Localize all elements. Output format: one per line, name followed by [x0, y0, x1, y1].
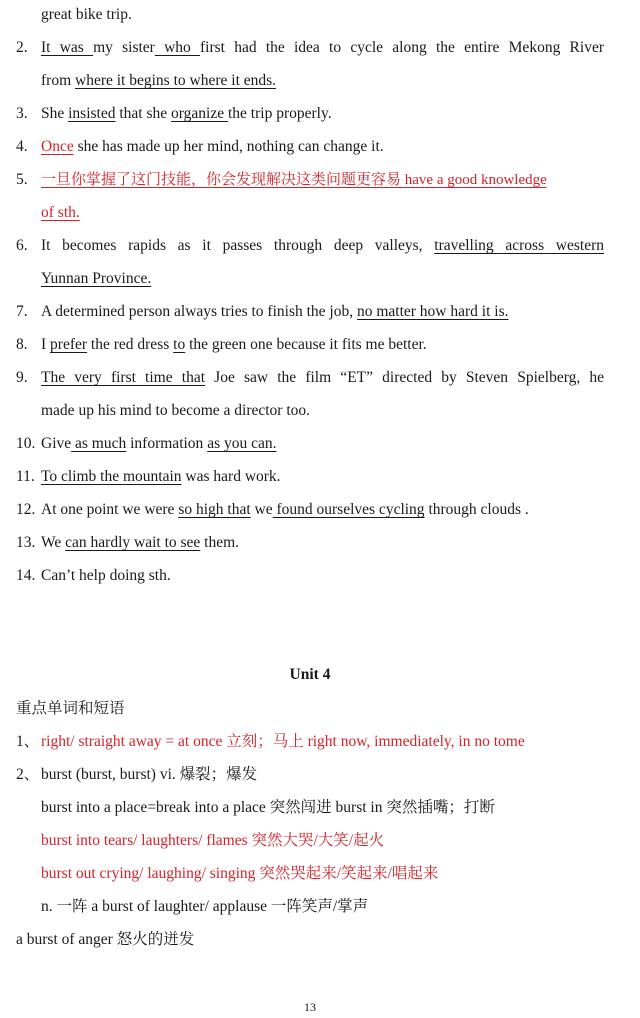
vocab-2-head: burst (burst, burst) vi. 爆裂；爆发 [41, 766, 258, 783]
phrase-underlined: found ourselves cycling [272, 501, 425, 518]
item-10-line: Give as much information as you can. [41, 435, 277, 452]
item-9-line-1: The very first time that Joe saw the film “ET” directed by Steven Spielberg, he [41, 369, 604, 386]
vocab-1-number: 1、 [16, 733, 40, 750]
item-6-line-2 [41, 269, 151, 289]
item-8-number: 8. [16, 336, 28, 353]
phrase-underlined: travelling across western [434, 237, 604, 254]
vocab-2-line-3: burst out crying/ laughing/ singing 突然哭起来/笑起来/唱起来 [41, 865, 439, 882]
item-5-line-2 [41, 203, 80, 223]
vocab-2-number: 2、 [16, 766, 40, 783]
phrase-underlined-red: Once [41, 138, 74, 155]
item-11-line: To climb the mountain was hard work. [41, 468, 281, 485]
vocab-1-line: right/ straight away = at once 立刻；马上 right now, immediately, in no tome [41, 733, 525, 750]
item-13-line: We can hardly wait to see them. [41, 534, 240, 551]
item-2-line-2: from where it begins to where it ends. [41, 72, 277, 89]
item-9-line-2: made up his mind to become a director too. [41, 402, 311, 419]
item-12-number: 12. [16, 501, 36, 518]
phrase-underlined: so high that [178, 501, 251, 518]
vocab-2-line-2: burst into tears/ laughters/ flames 突然大哭/大笑/起火 [41, 832, 385, 849]
item-13-number: 13. [16, 534, 36, 551]
phrase-underlined: prefer [50, 336, 88, 353]
item-4-number: 4. [16, 138, 28, 155]
item-1-continuation: great bike trip. [41, 6, 132, 23]
item-6-line-1: It becomes rapids as it passes through deep valleys, travelling across western [41, 237, 604, 254]
item-7-number: 7. [16, 303, 28, 320]
item-6-number: 6. [16, 237, 28, 254]
phrase-underlined: insisted [68, 105, 116, 122]
item-5-line-1 [41, 170, 547, 190]
unit-title: Unit 4 [289, 666, 331, 683]
phrase-underlined: no matter how hard it is. [356, 303, 509, 320]
phrase-underlined: as much [71, 435, 127, 452]
phrase-underlined: To climb the mountain [41, 468, 182, 485]
vocab-2-line-1: burst into a place=break into a place 突然闯进 burst in 突然插嘴；打断 [41, 799, 495, 816]
item-9-number: 9. [16, 369, 28, 386]
page-number: 13 [304, 1000, 316, 1014]
phrase-underlined: to [173, 336, 186, 353]
vocab-2-line-4: n. 一阵 a burst of laughter/ applause 一阵笑声/掌声 [41, 898, 369, 915]
phrase-underlined: who [154, 39, 200, 56]
item-2-number: 2. [16, 39, 28, 56]
item-14-number: 14. [16, 567, 36, 584]
item-8-line: I prefer the red dress to the green one because it fits me better. [41, 336, 427, 353]
item-11-number: 11. [16, 468, 35, 485]
item-7-line: A determined person always tries to finish the job, no matter how hard it is. [41, 303, 509, 320]
vocab-2-line-5: a burst of anger 怒火的迸发 [16, 931, 195, 948]
phrase-underlined: It was [41, 39, 94, 56]
item-12-line: At one point we were so high that we found ourselves cycling through clouds . [41, 501, 529, 518]
item-3-number: 3. [16, 105, 28, 122]
item-4-line: Once she has made up her mind, nothing can change it. [41, 138, 384, 155]
item-3-line: She insisted that she organize the trip properly. [41, 105, 332, 122]
item-5-number: 5. [16, 171, 28, 188]
section-subtitle: 重点单词和短语 [16, 700, 125, 717]
phrase-underlined: The very first time that [41, 369, 206, 386]
item-2-line-1: It was my sister who first had the idea to cycle along the entire Mekong River [41, 39, 604, 56]
item-10-number: 10. [16, 435, 36, 452]
phrase-underlined-red: 一旦你掌握了这门技能，你会发现解决这类问题更容易 have a good knowledge [41, 172, 547, 188]
phrase-underlined: can hardly wait to see [65, 534, 201, 551]
phrase-underlined-red: of sth. [41, 204, 80, 221]
item-14-line: Can’t help doing sth. [41, 567, 171, 584]
phrase-underlined: as you can. [207, 435, 277, 452]
phrase-underlined: Yunnan Province. [41, 270, 152, 287]
phrase-underlined: organize [171, 105, 228, 122]
phrase-underlined: where it begins to where it ends. [75, 72, 277, 89]
